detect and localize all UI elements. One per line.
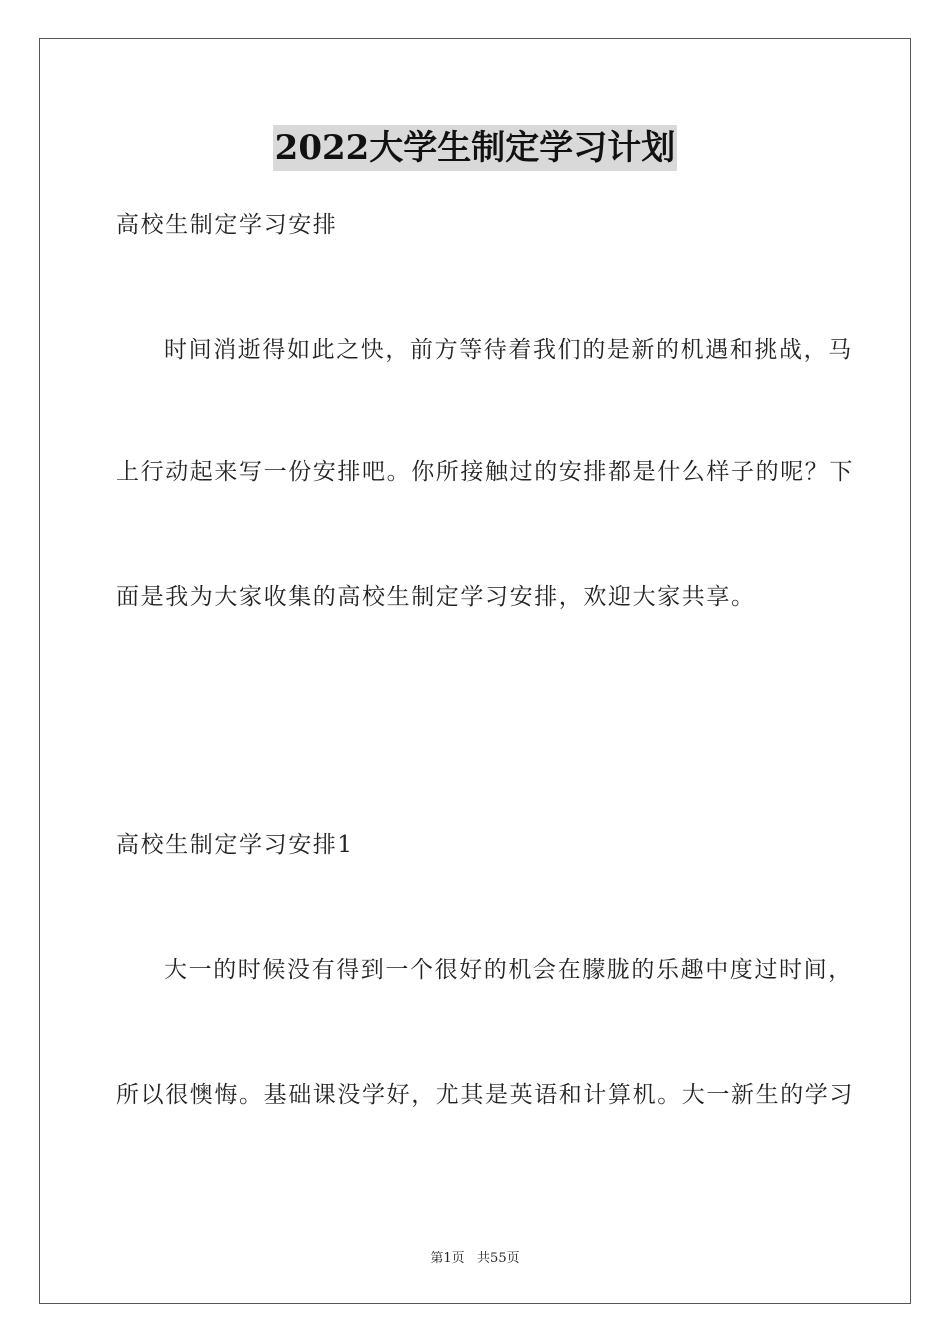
title-container <box>0 125 950 171</box>
paragraph-1-line-2: 上行动起来写一份安排吧。你所接触过的安排都是什么样子的呢？下 <box>116 459 854 485</box>
subheading-intro: 高校生制定学习安排 <box>116 212 338 238</box>
paragraph-2-line-2: 所以很懊悔。基础课没学好，尤其是英语和计算机。大一新生的学习 <box>116 1082 854 1108</box>
paragraph-1-line-1: 时间消逝得如此之快，前方等待着我们的是新的机遇和挑战，马 <box>164 337 853 363</box>
subheading-plan-1: 高校生制定学习安排1 <box>116 832 354 858</box>
page-footer: 第1页 共55页 <box>430 1251 520 1266</box>
paragraph-1-line-3: 面是我为大家收集的高校生制定学习安排，欢迎大家共享。 <box>116 584 756 610</box>
paragraph-2-line-1: 大一的时候没有得到一个很好的机会在朦胧的乐趣中度过时间， <box>164 957 853 983</box>
document-title: 2022大学生制定学习计划 <box>273 125 678 171</box>
